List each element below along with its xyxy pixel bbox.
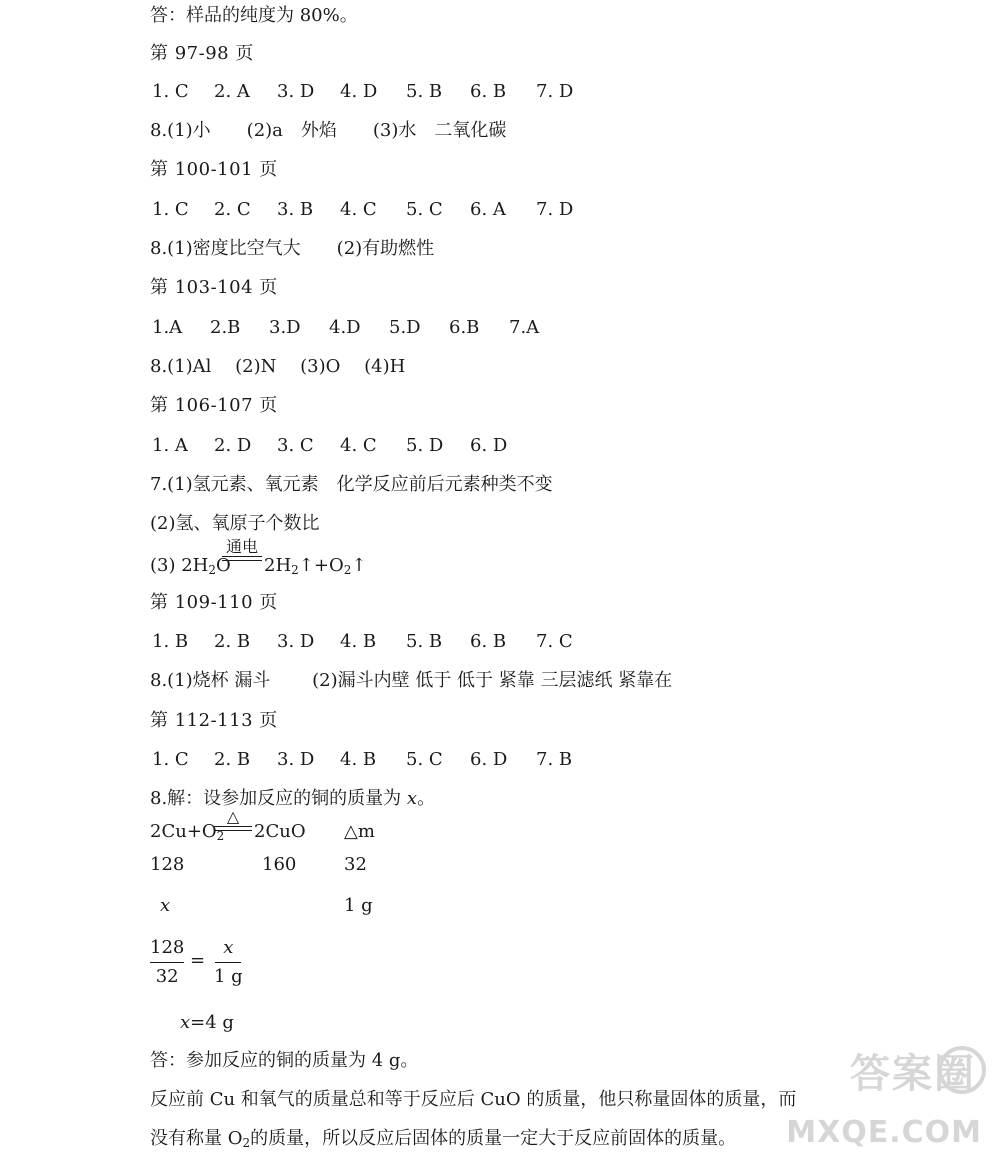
answer-item: 4. C bbox=[340, 199, 377, 220]
answer-item: 7. D bbox=[536, 199, 574, 220]
answer-q8-100: 8.(1)密度比空气大 (2)有助燃性 bbox=[150, 238, 435, 259]
explanation-line-1: 反应前 Cu 和氧气的质量总和等于反应后 CuO 的质量，他只称量固体的质量，而 bbox=[150, 1089, 797, 1110]
equation-electrolysis: (3) $2H_2O$ bbox=[150, 555, 231, 577]
answer-item: 1. C bbox=[152, 199, 189, 220]
answer-item: 5. C bbox=[406, 199, 443, 220]
answer-item: 3. B bbox=[277, 199, 314, 220]
equals-sign: = bbox=[190, 950, 206, 971]
answer-item: 7.A bbox=[509, 317, 540, 338]
answer-item: 4. D bbox=[340, 81, 378, 102]
answer-item: 5. B bbox=[406, 631, 443, 652]
answer-item: 3. D bbox=[277, 631, 315, 652]
answer-item: 2. C bbox=[214, 199, 251, 220]
answers-row-103 bbox=[152, 316, 539, 340]
answer-item: 6. D bbox=[470, 749, 508, 770]
answer-q8-97: 8.(1)小 (2)a 外焰 (3)水 二氧化碳 bbox=[150, 120, 507, 141]
answer-item: 1.A bbox=[152, 317, 183, 338]
ratio-dm: 32 bbox=[344, 854, 367, 875]
solution-intro: 8.解：设参加反应的铜的质量为 x。 bbox=[150, 788, 436, 809]
answer-item: 1. C bbox=[152, 81, 189, 102]
heat-triangle-icon: △ bbox=[226, 807, 240, 826]
answer-item: 4. B bbox=[340, 631, 377, 652]
answer-item: 5.D bbox=[389, 317, 421, 338]
delta-mass-label: △m bbox=[344, 821, 375, 842]
answer-item: 7. C bbox=[536, 631, 573, 652]
equation-products: $2H_2↑+O_2↑$ bbox=[264, 555, 367, 577]
answer-item: 3.D bbox=[269, 317, 301, 338]
answers-row-97 bbox=[152, 80, 573, 104]
answer-q7-2-106: (2)氢、氧原子个数比 bbox=[150, 513, 320, 534]
equals-double-line bbox=[222, 556, 262, 561]
fraction-bar bbox=[150, 962, 184, 963]
result-value: x=4 g bbox=[180, 1012, 234, 1033]
ratio-cuo: 160 bbox=[262, 854, 297, 875]
fraction-left: 128 32 bbox=[150, 937, 185, 987]
answer-item: 5. B bbox=[406, 81, 443, 102]
answer-item: 2.B bbox=[210, 317, 241, 338]
answers-row-100 bbox=[152, 198, 573, 222]
answer-item: 3. D bbox=[277, 749, 315, 770]
answer-item: 1. A bbox=[152, 435, 188, 456]
answer-q8-103: 8.(1)Al (2)N (3)O (4)H bbox=[150, 356, 406, 377]
answer-q8-109: 8.(1)烧杯 漏斗 (2)漏斗内壁 低于 低于 紧靠 三层滤纸 紧靠在 bbox=[150, 670, 673, 691]
ratio-cu: 128 bbox=[150, 854, 185, 875]
answer-item: 2. A bbox=[214, 81, 250, 102]
reaction-condition-electric bbox=[222, 538, 262, 561]
watermark-en-text: MXQE.COM bbox=[786, 1115, 982, 1150]
page-heading-109-110: 第 109-110 页 bbox=[150, 592, 278, 613]
answer-item: 1. C bbox=[152, 749, 189, 770]
fraction-right: x 1 g bbox=[214, 937, 243, 987]
fraction-bar bbox=[215, 962, 241, 963]
answer-item: 3. D bbox=[277, 81, 315, 102]
answer-item: 6. B bbox=[470, 81, 507, 102]
answers-row-106 bbox=[152, 434, 507, 458]
explanation-line-2: 没有称量 $O_2$的质量，所以反应后固体的质量一定大于反应前固体的质量。 bbox=[150, 1128, 737, 1150]
page-heading-112-113: 第 112-113 页 bbox=[150, 710, 278, 731]
answer-item: 1. B bbox=[152, 631, 189, 652]
answer-item: 6.B bbox=[449, 317, 480, 338]
site-watermark bbox=[786, 1042, 986, 1152]
answer-item: 5. C bbox=[406, 749, 443, 770]
condition-label: 通电 bbox=[225, 537, 258, 556]
watermark-cn-text: 答案圈 bbox=[850, 1051, 976, 1097]
answer-item: 4.D bbox=[329, 317, 361, 338]
answer-item: 5. D bbox=[406, 435, 444, 456]
unknown-x: x bbox=[160, 895, 171, 916]
page-heading-97-98: 第 97-98 页 bbox=[150, 43, 254, 64]
answer-item: 6. D bbox=[470, 435, 508, 456]
answers-row-112 bbox=[152, 748, 572, 772]
answer-item: 6. A bbox=[470, 199, 506, 220]
page-heading-103-104: 第 103-104 页 bbox=[150, 277, 278, 298]
answer-item: 7. B bbox=[536, 749, 573, 770]
answer-item: 2. B bbox=[214, 749, 251, 770]
answer-copper-mass: 答：参加反应的铜的质量为 4 g。 bbox=[150, 1050, 419, 1071]
equation-copper-oxidation: $2Cu+O_2$ bbox=[150, 821, 225, 843]
equals-double-line bbox=[214, 826, 252, 831]
page-heading-106-107: 第 106-107 页 bbox=[150, 395, 278, 416]
answer-item: 4. B bbox=[340, 749, 377, 770]
answer-q7-1-106: 7.(1)氢元素、氧元素 化学反应前后元素种类不变 bbox=[150, 474, 553, 495]
answer-item: 3. C bbox=[277, 435, 314, 456]
mass-change-value: 1 g bbox=[344, 895, 373, 916]
answer-item: 2. D bbox=[214, 435, 252, 456]
answers-row-109 bbox=[152, 630, 573, 654]
answer-purity: 答：样品的纯度为 80%。 bbox=[150, 5, 358, 26]
answer-item: 6. B bbox=[470, 631, 507, 652]
reaction-condition-heat bbox=[214, 808, 252, 831]
equation-product-cuo: 2CuO bbox=[254, 821, 306, 842]
answer-item: 2. B bbox=[214, 631, 251, 652]
answer-item: 4. C bbox=[340, 435, 377, 456]
answer-item: 7. D bbox=[536, 81, 574, 102]
page-heading-100-101: 第 100-101 页 bbox=[150, 159, 278, 180]
